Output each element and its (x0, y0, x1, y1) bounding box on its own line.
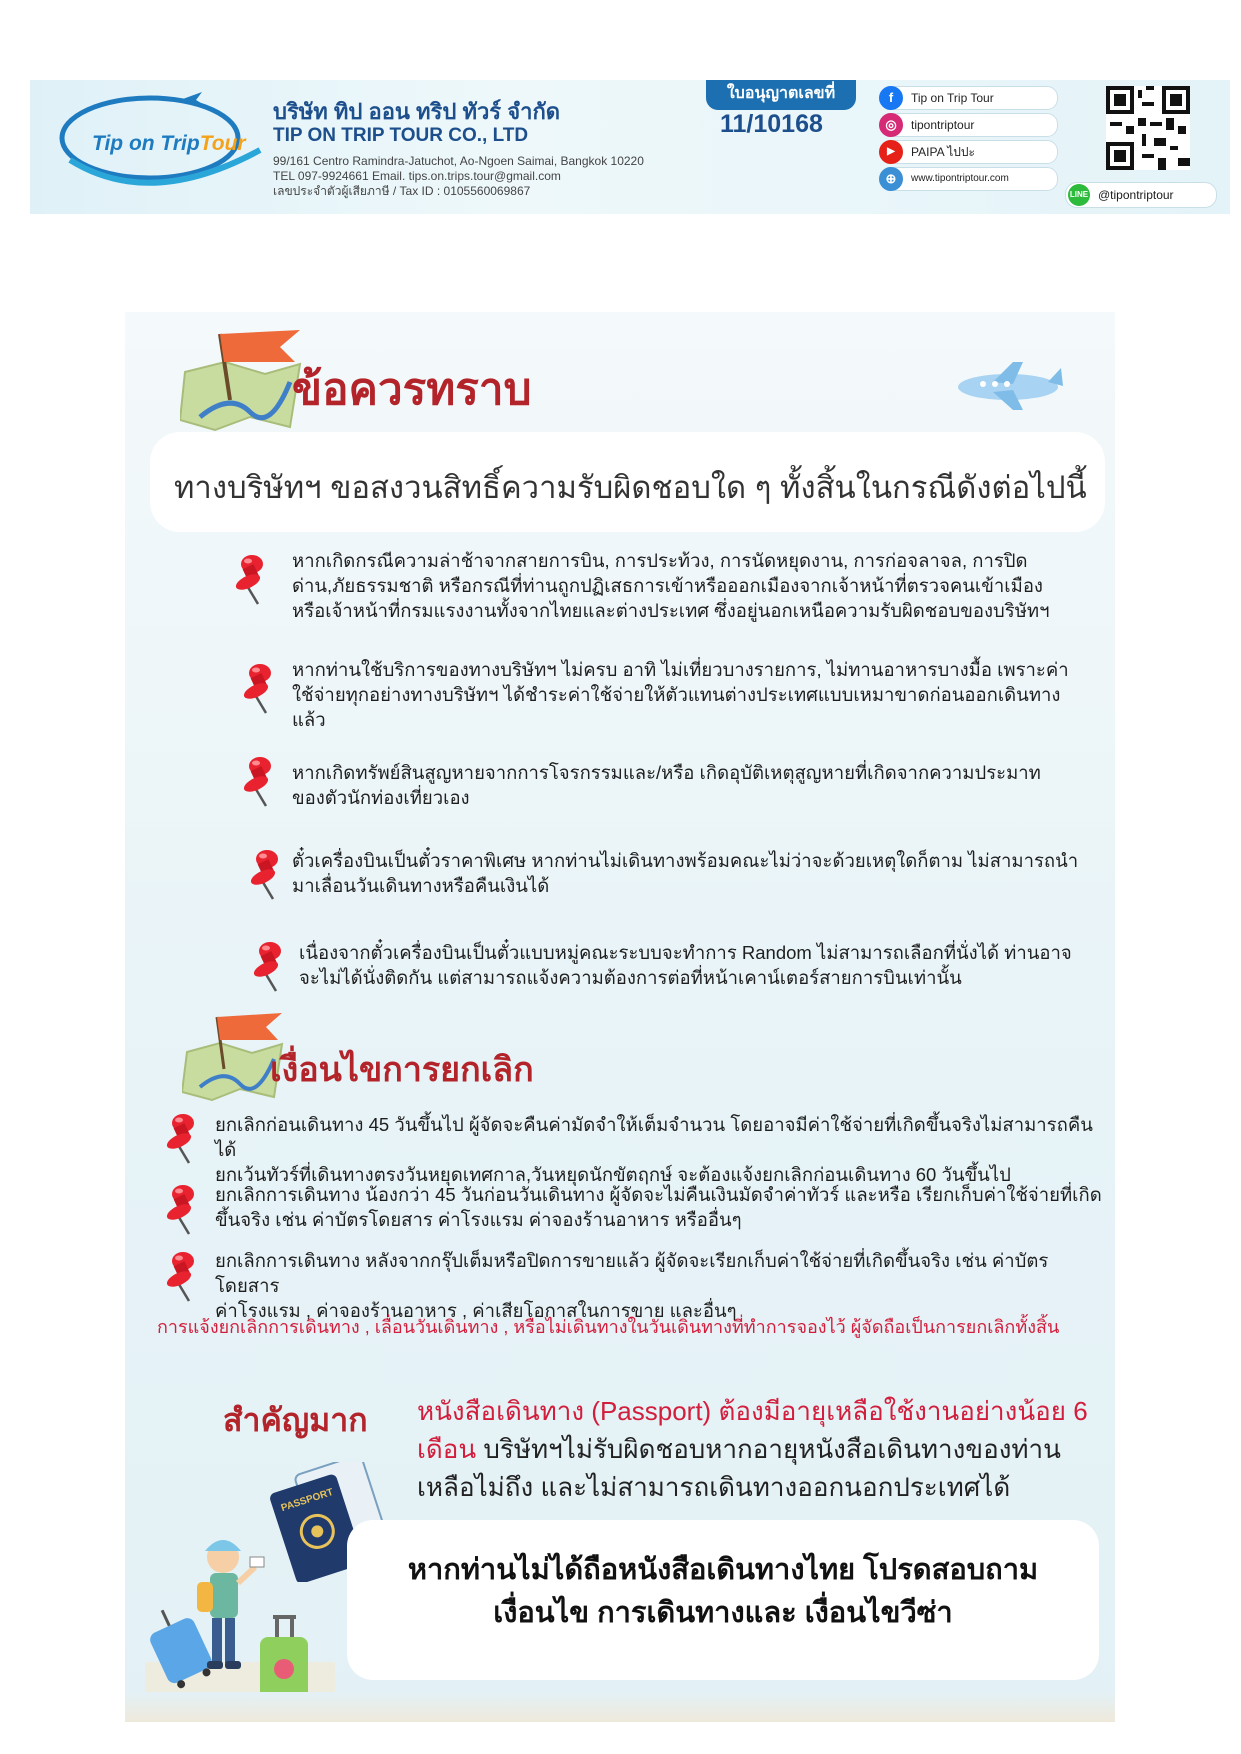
company-name-th: บริษัท ทิป ออน ทริป ทัวร์ จำกัด (273, 99, 561, 124)
pushpin-icon (163, 1180, 203, 1236)
social-youtube[interactable]: ▶ PAIPA ไปปะ (880, 140, 1058, 164)
notice-item-1: หากเกิดกรณีความล่าช้าจากสายการบิน, การประท้วง, การนัดหยุดงาน, การก่อจลาจล, การปิด ด่าน,ภัยธรรมชาติ หรือกรณีที่ท่านถูกปฏิเสธการเข้าหรือออกเมืองจากเจ้าหน้าที่ตรวจคนเข้าเมือง หรือเจ้าหน้าที่กรมแรงงานทั้งจากไทยและต่างประเทศ ซึ่งอยู่นอกเหนือความรับผิดชอบของบริษัทฯ (292, 550, 1050, 621)
passport-label: PASSPORT (279, 1486, 335, 1515)
qr-code[interactable] (1106, 86, 1190, 170)
facebook-icon: f (879, 86, 903, 110)
company-contact: TEL 097-9924661 Email. tips.on.trips.tour@gmail.com (273, 169, 561, 183)
logo: Tip on TripTour (92, 132, 246, 155)
youtube-icon: ▶ (879, 140, 903, 164)
notice-title: ข้อควรทราบ (292, 365, 532, 414)
final-note (347, 1549, 1099, 1635)
social-instagram[interactable]: ◎ tipontriptour (880, 113, 1058, 137)
cancellation-item-3: ยกเลิกการเดินทาง หลังจากกรุ๊ปเต็มหรือปิดการขายแล้ว ผู้จัดจะเรียกเก็บค่าใช้จ่ายที่เกิดขึ้นจริง เช่น ค่าบัตรโดยสาร ค่าโรงแรม , ค่าจองร้านอาหาร , ค่าเสียโอกาสในการขาย และอื่นๆ (215, 1250, 1049, 1321)
pushpin-icon (163, 1247, 203, 1303)
cancellation-title: เงื่อนไขการยกเลิก (270, 1051, 534, 1089)
important-label: สำคัญมาก (223, 1402, 368, 1438)
company-address: 99/161 Centro Ramindra-Jatuchot, Ao-Ngoen Saimai, Bangkok 10220 (273, 154, 644, 168)
company-info (273, 154, 644, 199)
pushpin-icon (240, 659, 280, 715)
traveler-illustration (145, 1527, 335, 1707)
pushpin-icon (240, 752, 280, 808)
airplane-icon (180, 92, 206, 106)
pushpin-icon (232, 550, 272, 606)
company-name-en: TIP ON TRIP TOUR CO., LTD (273, 125, 529, 146)
company-tax-id: เลขประจำตัวผู้เสียภาษี / Tax ID : 0105560069867 (273, 184, 531, 198)
important-text: หนังสือเดินทาง (Passport) ต้องมีอายุเหลือใช้งานอย่างน้อย 6 เดือน บริษัทฯไม่รับผิดชอบหากอายุหนังสือเดินทางของท่านเหลือไม่ถึง และไม่สามารถเดินทางออกนอกประเทศได้ (417, 1396, 1088, 1502)
notice-item-4: ตั๋วเครื่องบินเป็นตั๋วราคาพิเศษ หากท่านไม่เดินทางพร้อมคณะไม่ว่าจะด้วยเหตุใดก็ตาม ไม่สามารถนำ มาเลื่อนวันเดินทางหรือคืนเงินได้ (292, 850, 1079, 896)
instagram-icon: ◎ (879, 113, 903, 137)
map-flag-icon (180, 322, 310, 437)
globe-icon: ⊕ (879, 167, 903, 191)
social-line[interactable]: LINE @tipontriptour (1065, 182, 1217, 208)
notice-subtitle: ทางบริษัทฯ ขอสงวนสิทธิ์ความรับผิดชอบใด ๆ ทั้งสิ้นในกรณีดังต่อไปนี้ (174, 470, 1087, 505)
cancellation-item-1: ยกเลิกก่อนเดินทาง 45 วันขึ้นไป ผู้จัดจะคืนค่ามัดจำให้เต็มจำนวน โดยอาจมีค่าใช้จ่ายที่เกิดขึ้นจริงไม่สามารถคืนได้ ยกเว้นทัวร์ที่เดินทางตรงวันหยุดเทศกาล,วันหยุดนักขัตฤกษ์ จะต้องแจ้งยกเลิกก่อนเดินทาง 60 วันขึ้นไป (215, 1114, 1093, 1185)
ground-decoration (125, 1692, 1115, 1722)
social-website[interactable]: ⊕ www.tipontriptour.com (880, 167, 1058, 191)
license-label: ใบอนุญาตเลขที่ (706, 80, 856, 110)
license-number: 11/10168 (720, 110, 823, 138)
social-facebook[interactable]: f Tip on Trip Tour (880, 86, 1058, 110)
final-note-line-1: หากท่านไม่ได้ถือหนังสือเดินทางไทย โปรดสอบถาม (407, 1554, 1039, 1586)
pushpin-icon (250, 937, 290, 993)
notice-item-3: หากเกิดทรัพย์สินสูญหายจากการโจรกรรมและ/หรือ เกิดอุบัติเหตุสูญหายที่เกิดจากความประมาท ของตัวนักท่องเที่ยวเอง (292, 762, 1041, 808)
notice-panel (125, 312, 1115, 1722)
airplane-icon (953, 362, 1063, 412)
line-icon: LINE (1068, 184, 1090, 206)
notice-item-2: หากท่านใช้บริการของทางบริษัทฯ ไม่ครบ อาทิ ไม่เที่ยวบางรายการ, ไม่ทานอาหารบางมื้อ เพราะค่า ใช้จ่ายทุกอย่างทางบริษัทฯ ได้ชำระค่าใช้จ่ายให้ตัวแทนต่างประเทศแบบเหมาขาดก่อนออกเดินทาง แล้ว (292, 659, 1069, 730)
pushpin-icon (247, 845, 287, 901)
final-note-line-2: เงื่อนไข การเดินทางและ เงื่อนไขวีซ่า (493, 1597, 953, 1629)
cancellation-item-2: ยกเลิกการเดินทาง น้องกว่า 45 วันก่อนวันเดินทาง ผู้จัดจะไม่คืนเงินมัดจำค่าทัวร์ และหรือ เรียกเก็บค่าใช้จ่ายที่เกิด ขึ้นจริง เช่น ค่าบัตรโดยสาร ค่าโรงแรม ค่าจองร้านอาหาร หรืออื่นๆ (215, 1184, 1102, 1230)
cancellation-note: การแจ้งยกเลิกการเดินทาง , เลื่อนวันเดินทาง , หรือไม่เดินทางในวันเดินทางที่ทำการจองไว้ ผู้จัดถือเป็นการยกเลิกทั้งสิ้น (157, 1317, 1060, 1337)
header-banner (30, 80, 1230, 214)
pushpin-icon (163, 1109, 203, 1165)
notice-item-5: เนื่องจากตั๋วเครื่องบินเป็นตั๋วแบบหมู่คณะระบบจะทำการ Random ไม่สามารถเลือกที่นั่งได้ ท่านอาจ จะไม่ได้นั่งติดกัน แต่สามารถแจ้งความต้องการต่อที่หน้าเคาน์เตอร์สายการบินเท่านั้น (299, 942, 1072, 988)
